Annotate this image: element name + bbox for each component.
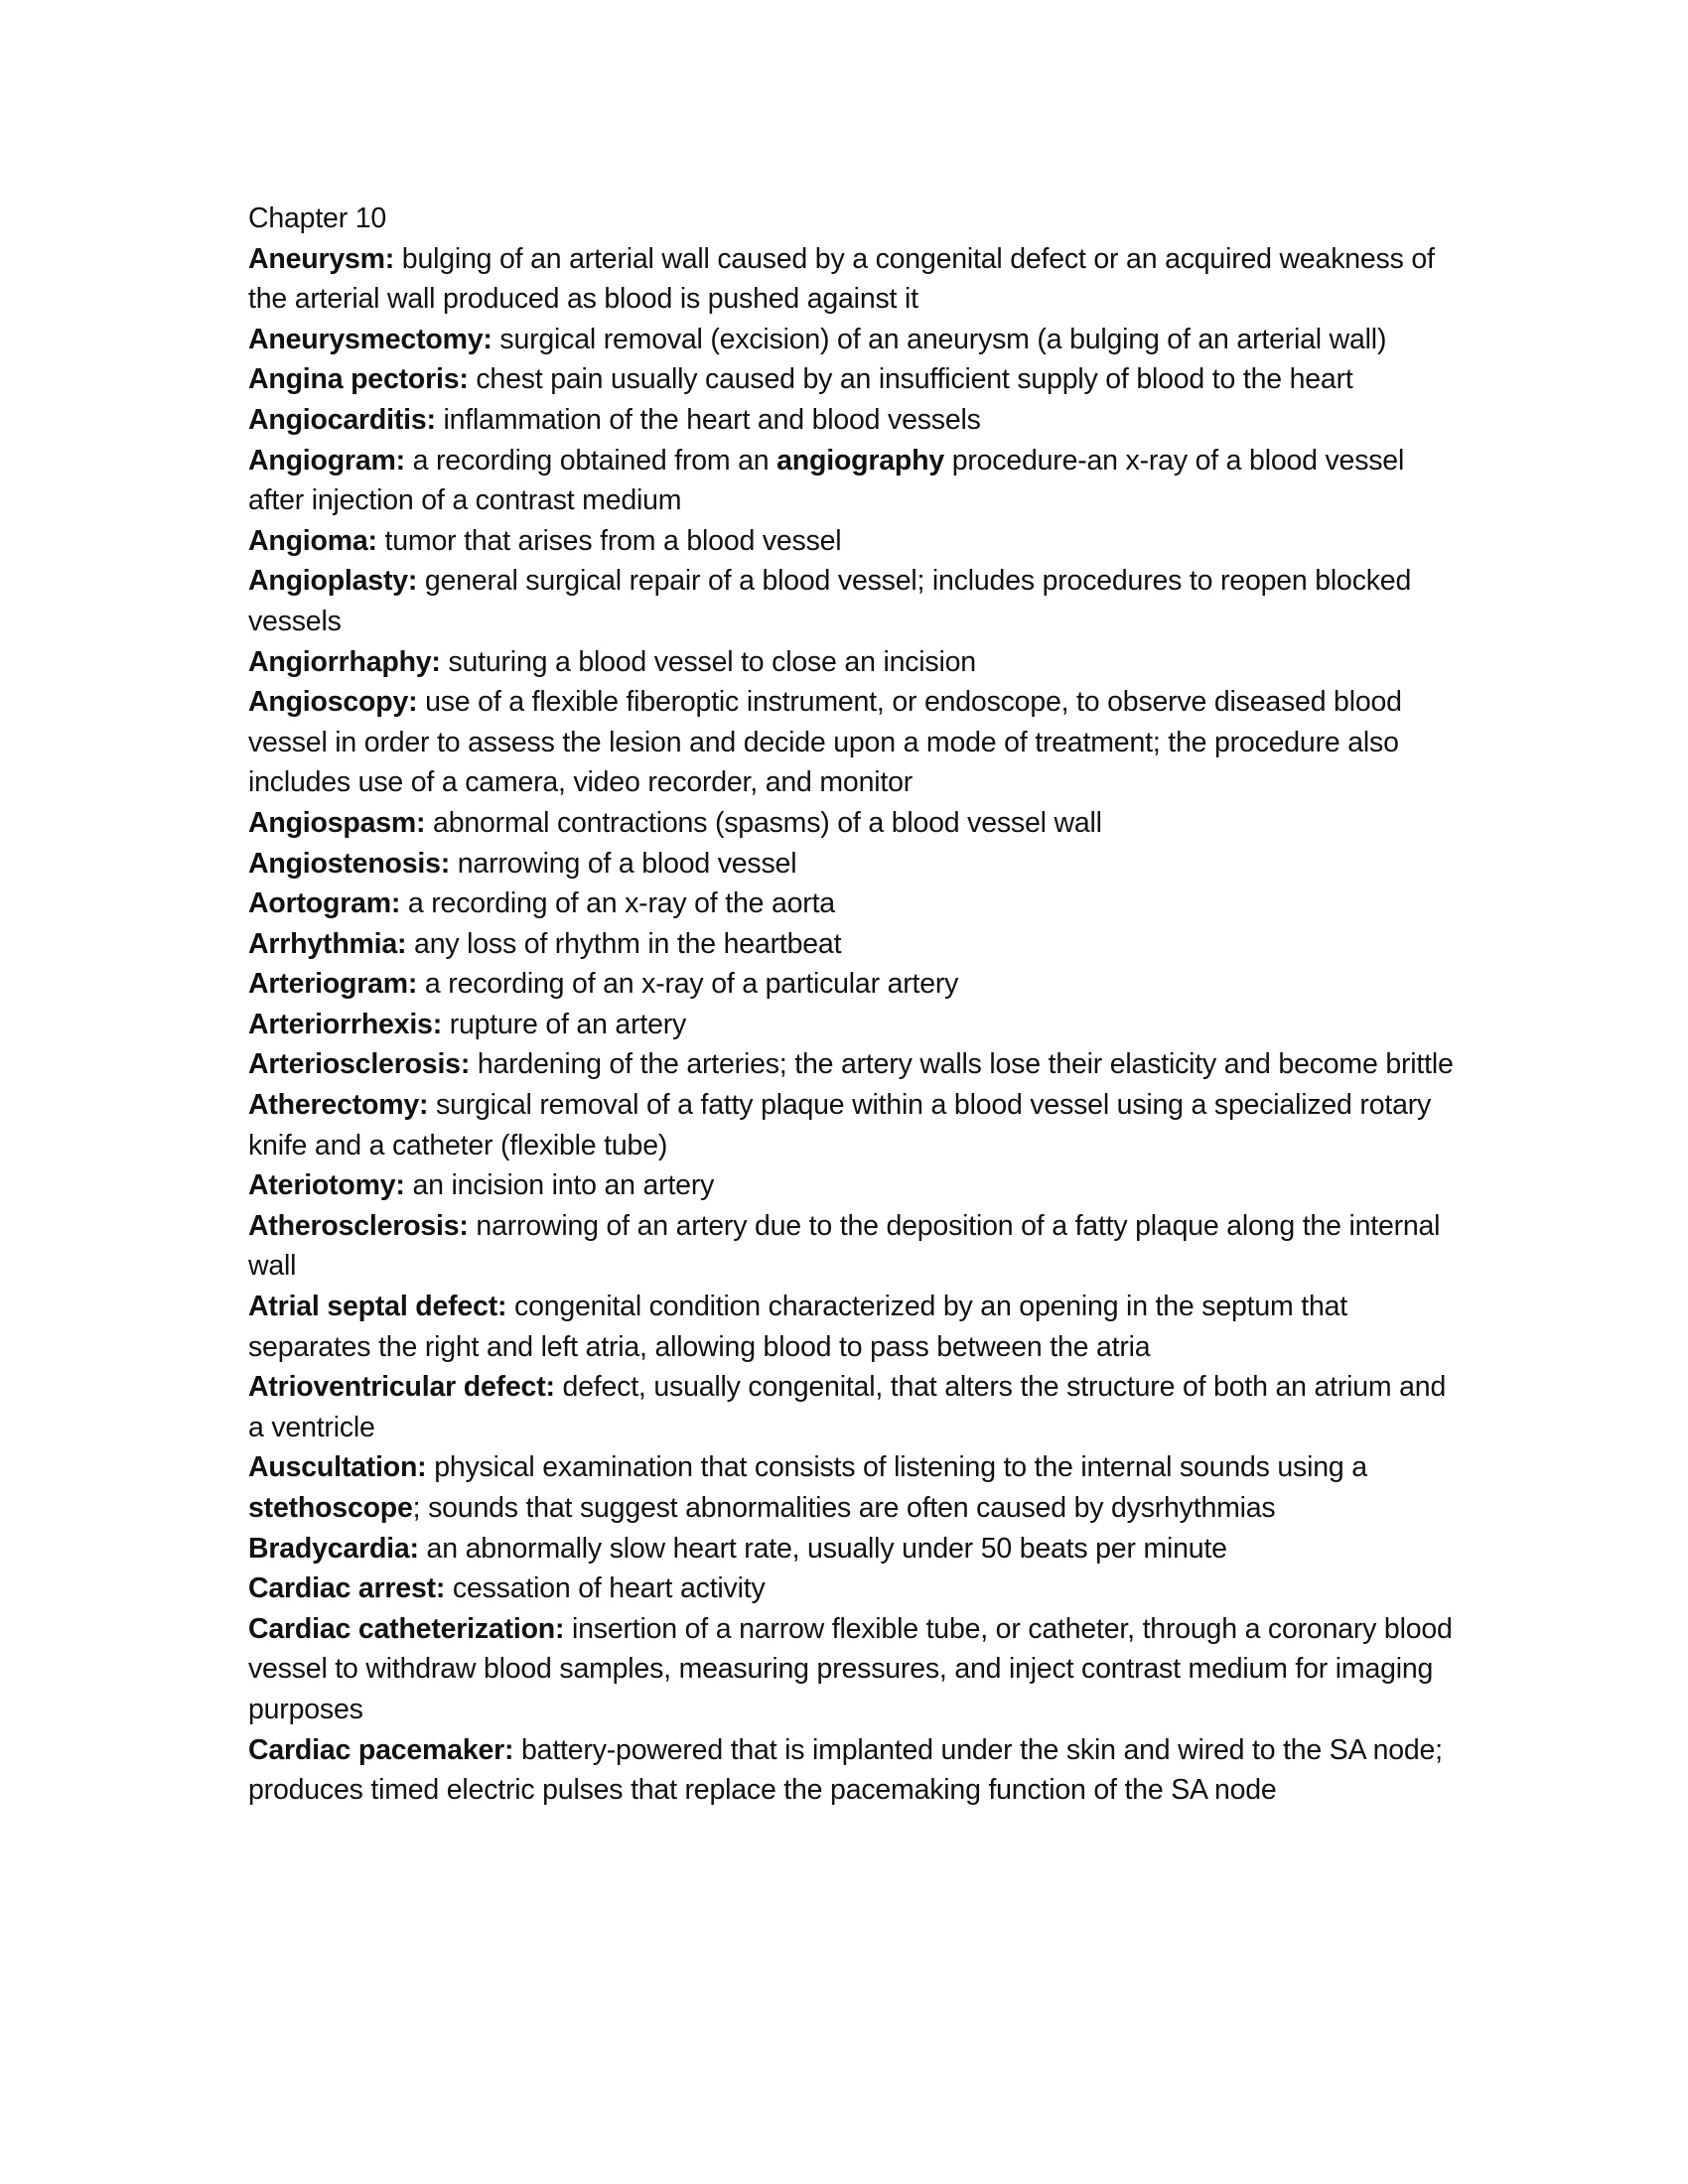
glossary-entry (248, 1287, 1460, 1367)
glossary-definition: chest pain usually caused by an insufficient supply of blood to the heart (468, 363, 1353, 396)
glossary-term: Atherectomy: (248, 1089, 429, 1122)
glossary-definition: congenital condition characterized by an opening in the septum that separates the right and left atria, allowing blood to pass between the atria (248, 1291, 1348, 1363)
glossary-definition: hardening of the arteries; the artery walls lose their elasticity and become brittle (470, 1048, 1454, 1081)
glossary-definition: tumor that arises from a blood vessel (376, 524, 842, 557)
glossary-term: Arteriosclerosis: (248, 1048, 471, 1081)
glossary-entry (248, 1044, 1460, 1085)
glossary-definition: an abnormally slow heart rate, usually under 50 beats per minute (418, 1532, 1227, 1565)
glossary-term: Bradycardia: (248, 1532, 419, 1565)
glossary-term: Angiorrhaphy: (248, 645, 441, 678)
glossary-definition: any loss of rhythm in the heartbeat (406, 927, 842, 960)
glossary-definition: procedure-an x-ray of a blood vessel after injection of a contrast medium (248, 444, 1405, 517)
glossary-entry (248, 1569, 1460, 1609)
glossary-entry (248, 239, 1460, 320)
glossary-term: Angina pectoris: (248, 363, 469, 396)
glossary-definition: suturing a blood vessel to close an incision (440, 645, 976, 678)
glossary-term: Aneurysmectomy: (248, 323, 492, 355)
glossary-entry (248, 803, 1460, 844)
glossary-definition: a recording of an x-ray of the aorta (400, 887, 835, 920)
glossary-entry (248, 1730, 1460, 1811)
glossary-entry (248, 1206, 1460, 1287)
glossary-entry (248, 884, 1460, 924)
glossary-entry (248, 682, 1460, 803)
glossary-term: Arteriorrhexis: (248, 1008, 442, 1040)
glossary-entry (248, 1609, 1460, 1730)
glossary-definition: use of a flexible fiberoptic instrument, or endoscope, to observe diseased blood vessel in order to assess the lesion and decide upon a mode of treatment; the procedure also includes use of a camera, video recorder, and monitor (248, 686, 1402, 799)
glossary-entry (248, 642, 1460, 683)
glossary-term: Angiospasm: (248, 806, 426, 839)
glossary-definition: inflammation of the heart and blood vessels (435, 403, 981, 436)
glossary-entry (248, 844, 1460, 885)
glossary-definition: ; sounds that suggest abnormalities are often caused by dysrhythmias (412, 1492, 1276, 1524)
glossary-entry (248, 441, 1460, 521)
glossary-entry (248, 521, 1460, 562)
glossary-term: Atrioventricular defect: (248, 1371, 555, 1404)
glossary-term: Ateriotomy: (248, 1169, 405, 1202)
glossary-definition: surgical removal (excision) of an aneurysm (a bulging of an arterial wall) (492, 323, 1387, 355)
glossary-term: Arrhythmia: (248, 927, 407, 960)
glossary-definition: general surgical repair of a blood vessel; includes procedures to reopen blocked vessels (248, 565, 1412, 637)
chapter-heading: Chapter 10 (248, 203, 387, 234)
glossary-term: Angiocarditis: (248, 403, 436, 436)
glossary-definition: narrowing of a blood vessel (450, 847, 797, 880)
glossary-entry (248, 964, 1460, 1005)
glossary-term: Atrial septal defect: (248, 1291, 507, 1323)
glossary-entry (248, 1165, 1460, 1206)
glossary-term: Cardiac arrest: (248, 1572, 446, 1605)
glossary-term: Arteriogram: (248, 968, 418, 1001)
glossary-term: Aneurysm: (248, 242, 395, 275)
glossary-definition: insertion of a narrow flexible tube, or catheter, through a coronary blood vessel to withdraw blood samples, measuring pressures, and inject contrast medium for imaging purposes (248, 1612, 1453, 1725)
glossary-definition: physical examination that consists of listening to the internal sounds using a (426, 1451, 1367, 1484)
glossary-term: Angioma: (248, 524, 377, 557)
glossary-term: Cardiac catheterization: (248, 1612, 565, 1645)
glossary-definition: a recording of an x-ray of a particular artery (417, 968, 959, 1001)
glossary-entry (248, 1367, 1460, 1447)
glossary-entry (248, 359, 1460, 400)
glossary-entry (248, 1005, 1460, 1045)
glossary-entry (248, 1447, 1460, 1528)
glossary-definition: cessation of heart activity (445, 1572, 766, 1605)
glossary-term: Angiogram: (248, 444, 405, 477)
glossary-term: Aortogram: (248, 887, 401, 920)
glossary-definition: narrowing of an artery due to the deposition of a fatty plaque along the internal wall (248, 1209, 1441, 1283)
glossary-entry (248, 320, 1460, 360)
glossary-term: Cardiac pacemaker: (248, 1733, 514, 1766)
glossary-definition: defect, usually congenital, that alters the structure of both an atrium and a ventricle (248, 1371, 1447, 1443)
glossary-entry (248, 1529, 1460, 1570)
glossary-entry (248, 924, 1460, 965)
glossary-entry (248, 400, 1460, 441)
glossary-definition: an incision into an artery (404, 1169, 715, 1202)
glossary-definition: a recording obtained from an (404, 444, 777, 477)
glossary-term: Atherosclerosis: (248, 1209, 469, 1242)
glossary-term: Angiostenosis: (248, 847, 451, 880)
glossary-definition: bulging of an arterial wall caused by a congenital defect or an acquired weakness of the arterial wall produced as blood is pushed against it (248, 242, 1435, 316)
glossary-definition: battery-powered that is implanted under the skin and wired to the SA node; produces timed electric pulses that replace the pacemaking function of the SA node (248, 1733, 1443, 1807)
glossary-definition: surgical removal of a fatty plaque within a blood vessel using a specialized rotary knife and a catheter (flexible tube) (248, 1089, 1432, 1161)
glossary-term: Angioplasty: (248, 565, 418, 598)
document-page (248, 199, 1460, 1811)
glossary-cross-reference: stethoscope (248, 1492, 413, 1524)
glossary-definition: rupture of an artery (441, 1008, 687, 1040)
glossary-entry (248, 561, 1460, 641)
glossary-cross-reference: angiography (776, 444, 944, 477)
glossary-term: Angioscopy: (248, 686, 418, 719)
glossary-term: Auscultation: (248, 1451, 427, 1484)
glossary-definition: abnormal contractions (spasms) of a blood vessel wall (425, 806, 1102, 839)
glossary-entry (248, 1085, 1460, 1165)
